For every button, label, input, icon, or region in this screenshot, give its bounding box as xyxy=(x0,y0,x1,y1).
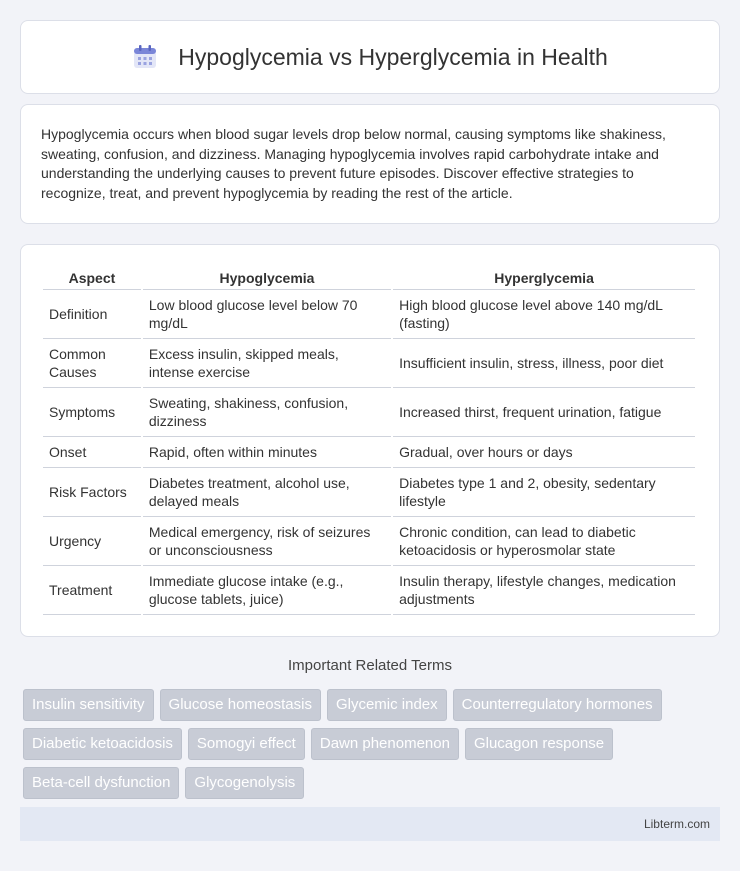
term-tag[interactable]: Dawn phenomenon xyxy=(311,728,459,760)
term-tag[interactable]: Glucagon response xyxy=(465,728,613,760)
table-cell-hyper: Gradual, over hours or days xyxy=(393,437,695,468)
table-cell-hyper: Increased thirst, frequent urination, fatigue xyxy=(393,388,695,437)
comparison-table-card xyxy=(20,244,720,637)
table-header-row xyxy=(43,265,695,290)
table-cell-hyper: Diabetes type 1 and 2, obesity, sedentary lifestyle xyxy=(393,468,695,517)
header-hypoglycemia: Hypoglycemia xyxy=(143,265,391,290)
page-title: Hypoglycemia vs Hyperglycemia in Health xyxy=(178,43,608,70)
table-cell-aspect: Symptoms xyxy=(43,388,141,437)
intro-card xyxy=(20,104,720,224)
table-row xyxy=(43,339,695,388)
table-cell-hyper: Chronic condition, can lead to diabetic ketoacidosis or hyperosmolar state xyxy=(393,517,695,566)
table-row xyxy=(43,437,695,468)
table-cell-aspect: Common Causes xyxy=(43,339,141,388)
related-terms-title: Important Related Terms xyxy=(288,657,452,674)
table-cell-aspect: Urgency xyxy=(43,517,141,566)
calendar-icon xyxy=(132,44,158,70)
table-cell-hyper: Insufficient insulin, stress, illness, poor diet xyxy=(393,339,695,388)
term-tag[interactable]: Insulin sensitivity xyxy=(23,689,154,721)
table-cell-aspect: Risk Factors xyxy=(43,468,141,517)
term-tag[interactable]: Glucose homeostasis xyxy=(160,689,321,721)
term-tag[interactable]: Counterregulatory hormones xyxy=(453,689,662,721)
header-hyperglycemia: Hyperglycemia xyxy=(393,265,695,290)
table-cell-hypo: Immediate glucose intake (e.g., glucose tablets, juice) xyxy=(143,566,391,615)
intro-text: Hypoglycemia occurs when blood sugar levels drop below normal, causing symptoms like shakiness, sweating, confusion, and dizziness. Managing hypoglycemia involves rapid carbohydrate intake and understanding the underlying causes to prevent future episodes. Discover effective strategies to recognize, treat, and prevent hypoglycemia by reading the rest of the article. xyxy=(41,126,666,201)
table-row xyxy=(43,517,695,566)
table-row xyxy=(43,388,695,437)
table-row xyxy=(43,566,695,615)
term-tag[interactable]: Somogyi effect xyxy=(188,728,305,760)
table-row xyxy=(43,290,695,339)
table-cell-hypo: Diabetes treatment, alcohol use, delayed meals xyxy=(143,468,391,517)
table-cell-aspect: Treatment xyxy=(43,566,141,615)
term-tag[interactable]: Beta-cell dysfunction xyxy=(23,767,179,799)
footer xyxy=(20,807,720,841)
comparison-table xyxy=(41,265,697,615)
term-tag[interactable]: Diabetic ketoacidosis xyxy=(23,728,182,760)
table-row xyxy=(43,468,695,517)
table-cell-aspect: Definition xyxy=(43,290,141,339)
table-cell-hyper: High blood glucose level above 140 mg/dL (fasting) xyxy=(393,290,695,339)
term-tag[interactable]: Glycogenolysis xyxy=(185,767,304,799)
table-cell-hypo: Excess insulin, skipped meals, intense exercise xyxy=(143,339,391,388)
table-cell-aspect: Onset xyxy=(43,437,141,468)
related-terms-list xyxy=(23,689,723,799)
table-cell-hypo: Rapid, often within minutes xyxy=(143,437,391,468)
term-tag[interactable]: Glycemic index xyxy=(327,689,447,721)
header-card xyxy=(20,20,720,94)
footer-brand-link[interactable]: Libterm.com xyxy=(643,817,710,831)
table-cell-hypo: Medical emergency, risk of seizures or unconsciousness xyxy=(143,517,391,566)
table-cell-hypo: Sweating, shakiness, confusion, dizziness xyxy=(143,388,391,437)
table-cell-hyper: Insulin therapy, lifestyle changes, medication adjustments xyxy=(393,566,695,615)
table-cell-hypo: Low blood glucose level below 70 mg/dL xyxy=(143,290,391,339)
header-aspect: Aspect xyxy=(43,265,141,290)
